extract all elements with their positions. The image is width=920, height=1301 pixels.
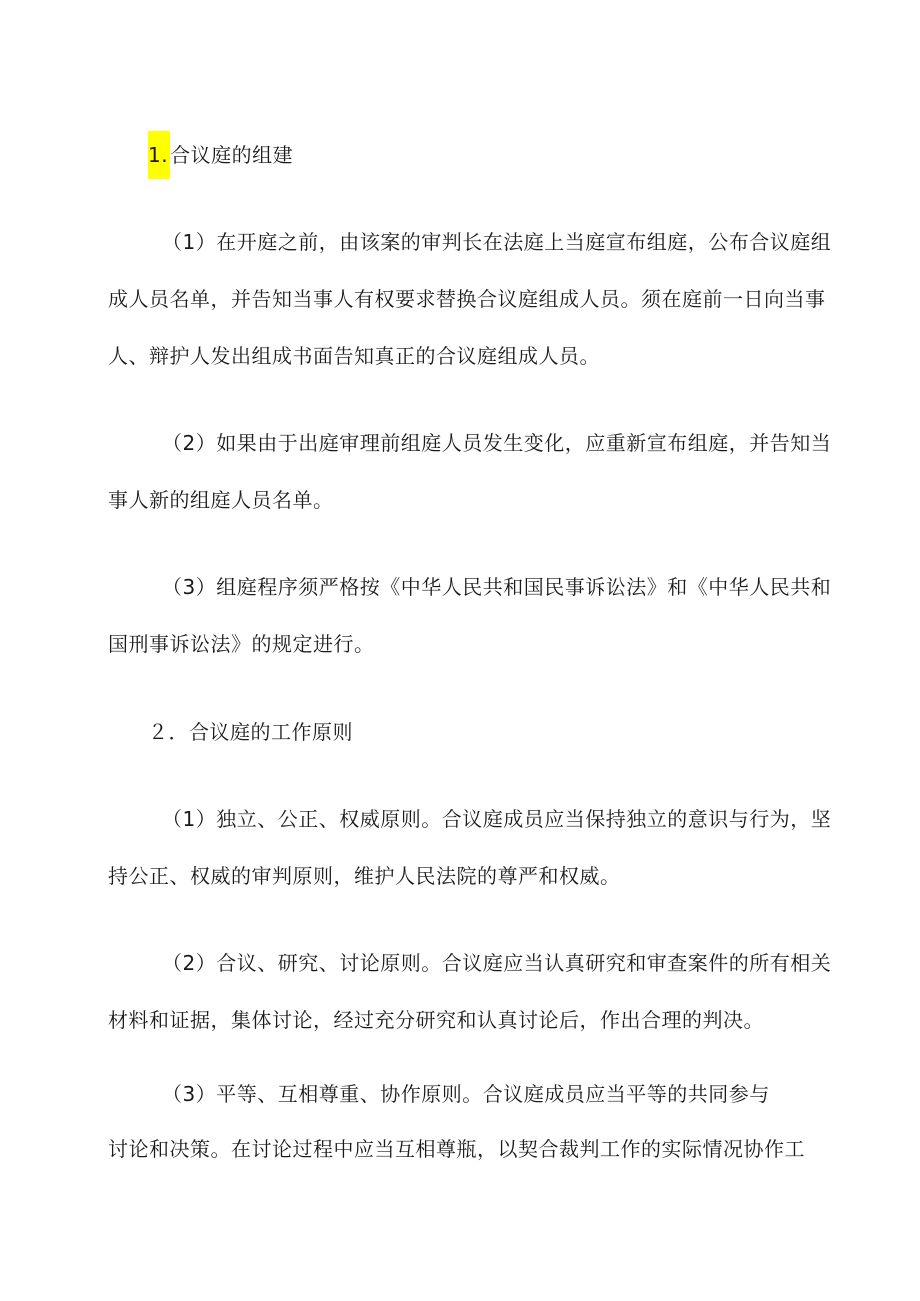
section-1-number: 1. <box>148 131 170 179</box>
paragraph-line: （3）平等、互相尊重、协作原则。合议庭成员应当平等的共同参与 <box>162 1082 770 1106</box>
paragraph-line: （1）在开庭之前，由该案的审判长在法庭上当庭宣布组庭，公布合议庭组 <box>162 230 832 254</box>
paragraph-line: 成人员名单，并告知当事人有权要求替换合议庭组成人员。须在庭前一日向当事 <box>108 287 826 311</box>
paragraph-line: （2）如果由于出庭审理前组庭人员发生变化，应重新宣布组庭，并告知当 <box>162 431 832 455</box>
paragraph-line: 讨论和决策。在讨论过程中应当互相尊瓶，以契合裁判工作的实际情况协作工 <box>108 1137 805 1161</box>
section-1-title: 合议庭的组建 <box>170 143 294 167</box>
paragraph-line: （2）合议、研究、讨论原则。合议庭应当认真研究和审查案件的所有相关 <box>162 951 832 975</box>
paragraph-line: （1）独立、公正、权威原则。合议庭成员应当保持独立的意识与行为，坚 <box>162 807 832 831</box>
paragraph-line: 持公正、权威的审判原则，维护人民法院的尊严和权威。 <box>108 864 621 888</box>
paragraph-line: 国刑事诉讼法》的规定进行。 <box>108 632 375 656</box>
paragraph-line: 材料和证据，集体讨论，经过充分研究和认真讨论后，作出合理的判决。 <box>108 1008 764 1032</box>
paragraph-line: 人、辩护人发出组成书面告知真正的合议庭组成人员。 <box>108 344 600 368</box>
paragraph-line: （3）组庭程序须严格按《中华人民共和国民事诉讼法》和《中华人民共和 <box>162 575 832 599</box>
section-2-heading: ２．合议庭的工作原则 <box>148 720 353 744</box>
section-1-heading <box>148 131 293 179</box>
paragraph-line: 事人新的组庭人员名单。 <box>108 488 334 512</box>
